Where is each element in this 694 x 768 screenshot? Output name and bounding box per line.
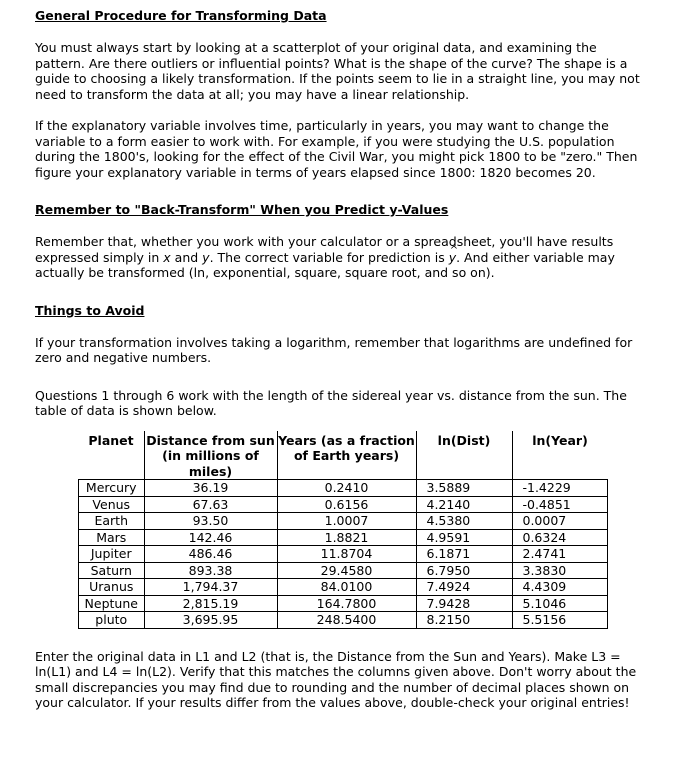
planet-data-table [78,431,608,629]
document-page [35,8,650,727]
table-row: pluto 3,695.95 248.5400 8.2150 5.5156 [79,612,608,629]
table-row: Mercury 36.19 0.2410 3.5889 -1.4229 [79,480,608,497]
table-row: Uranus 1,794.37 84.0100 7.4924 4.4309 [79,579,608,596]
header-distance: Distance from sun (in millions of miles) [144,431,277,480]
table-row: Saturn 893.38 29.4580 6.7950 3.3830 [79,562,608,579]
section-title-general: General Procedure for Transforming Data [35,8,327,23]
paragraph-explanatory-variable: If the explanatory variable involves time, particularly in years, you may want to change the variable to a form easier to work with. For example, if you were studying the U.S. population during the 1800's, looking for the effect of the Civil War, you might pick 1800 to be "zero." Then figure your explanatory variable in terms of years elapsed since 1800: 1820 becomes 20. [35,118,638,180]
section-title-avoid: Things to Avoid [35,302,145,318]
planet-data-table-wrapper [78,431,650,629]
header-ln-dist: ln(Dist) [416,431,512,480]
paragraph-logarithm: If your transformation involves taking a logarithm, remember that logarithms are undefined for zero and negative numbers. [35,334,633,365]
header-years: Years (as a fraction of Earth years) [277,431,416,480]
table-row: Mars 142.46 1.8821 4.9591 0.6324 [79,529,608,546]
table-row: Venus 67.63 0.6156 4.2140 -0.4851 [79,496,608,513]
paragraph-back-transform: Remember that, whether you work with your calculator or a spreadsheet, you'll have results expressed simply in x and y. The correct variable for prediction is y ^. And either variable may actually be transformed (ln, exponential, square, square root, and so on). [35,234,650,281]
paragraph-questions-intro: Questions 1 through 6 work with the length of the sidereal year vs. distance from the sun. The table of data is shown below. [35,387,627,418]
table-header-row [79,431,608,480]
paragraph-scatterplot: You must always start by looking at a scatterplot of your original data, and examining the pattern. Are there outliers or influential points? What is the shape of the curve? The shape is a guide to choosing a likely transformation. If the points seem to lie in a straight line, you may not need to transform the data at all; you may have a linear relationship. [35,40,640,102]
table-row: Neptune 2,815.19 164.7800 7.9428 5.1046 [79,595,608,612]
section-title-back-transform: Remember to "Back-Transform" When you Predict y-Values [35,202,449,217]
y-hat-symbol: y ^ [449,250,456,265]
paragraph-closing-instructions: Enter the original data in L1 and L2 (that is, the Distance from the Sun and Years). Make L3 = ln(L1) and L4 = ln(L2). Verify that this matches the columns given above. Don't worry about the small discrepancies you may find due to rounding and the number of decimal places shown on your calculator. If your results differ from the values above, double-check your original entries! [35,648,637,710]
header-planet: Planet [88,432,134,448]
table-row: Earth 93.50 1.0007 4.5380 0.0007 [79,513,608,530]
table-row: Jupiter 486.46 11.8704 6.1871 2.4741 [79,546,608,563]
header-ln-year: ln(Year) [512,431,608,480]
